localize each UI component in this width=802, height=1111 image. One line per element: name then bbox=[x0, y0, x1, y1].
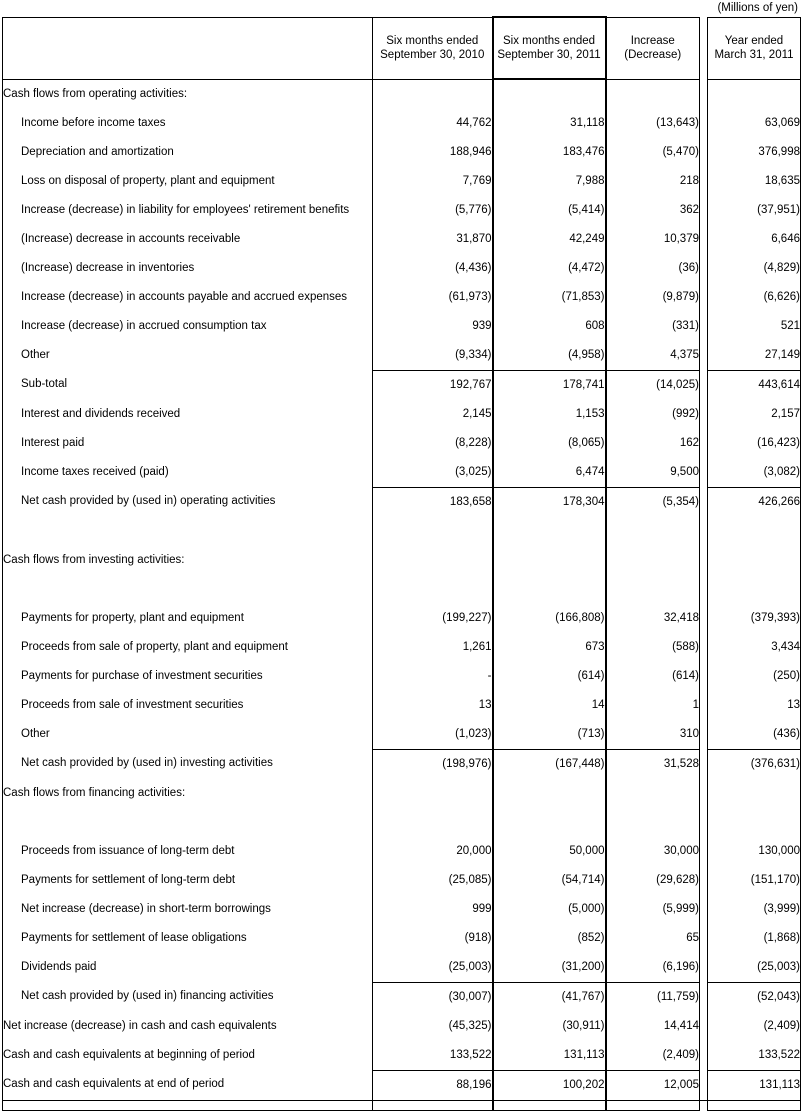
closing-rule-cell bbox=[3, 1100, 373, 1110]
column-divider bbox=[700, 283, 708, 312]
units-note: (Millions of yen) bbox=[717, 2, 798, 14]
row-value: (167,448) bbox=[493, 749, 606, 779]
column-divider bbox=[700, 1070, 708, 1100]
row-value: (3,999) bbox=[708, 895, 801, 924]
table-row bbox=[3, 167, 801, 196]
row-value bbox=[373, 779, 493, 808]
column-divider bbox=[700, 749, 708, 779]
row-value bbox=[708, 546, 801, 575]
row-value: 133,522 bbox=[708, 1041, 801, 1071]
row-label: Interest paid bbox=[3, 429, 373, 458]
row-value bbox=[708, 575, 801, 604]
row-value: 3,434 bbox=[708, 633, 801, 662]
row-value: (198,976) bbox=[373, 749, 493, 779]
row-value: (3,082) bbox=[708, 458, 801, 488]
row-value: 13 bbox=[708, 691, 801, 720]
row-value bbox=[373, 808, 493, 837]
table-row bbox=[3, 400, 801, 429]
row-value: 131,113 bbox=[493, 1041, 606, 1071]
row-value: 18,635 bbox=[708, 167, 801, 196]
column-divider bbox=[700, 953, 708, 983]
row-value: (852) bbox=[493, 924, 606, 953]
table-row bbox=[3, 982, 801, 1012]
row-value: (376,631) bbox=[708, 749, 801, 779]
row-value: 426,266 bbox=[708, 487, 801, 517]
column-divider bbox=[700, 196, 708, 225]
table-row bbox=[3, 254, 801, 283]
row-label: Increase (decrease) in accounts payable and accrued expenses bbox=[3, 283, 373, 312]
header-col-1-line2: September 30, 2011 bbox=[497, 49, 601, 61]
header-column-divider bbox=[700, 17, 708, 79]
column-divider bbox=[700, 808, 708, 837]
row-value: (4,958) bbox=[493, 341, 606, 371]
table-row bbox=[3, 720, 801, 750]
column-divider bbox=[700, 633, 708, 662]
column-divider bbox=[700, 982, 708, 1012]
column-divider bbox=[700, 866, 708, 895]
row-value bbox=[606, 517, 700, 546]
table-row bbox=[3, 633, 801, 662]
row-value: 183,476 bbox=[493, 138, 606, 167]
row-value: (1,023) bbox=[373, 720, 493, 750]
row-value: 31,118 bbox=[493, 109, 606, 138]
row-label: Net increase (decrease) in short-term borrowings bbox=[3, 895, 373, 924]
row-value bbox=[708, 517, 801, 546]
row-value: (16,423) bbox=[708, 429, 801, 458]
column-divider bbox=[700, 720, 708, 750]
row-value: (6,196) bbox=[606, 953, 700, 983]
header-row bbox=[3, 17, 801, 79]
row-value: 362 bbox=[606, 196, 700, 225]
row-value: (25,003) bbox=[708, 953, 801, 983]
row-label: Payments for property, plant and equipment bbox=[3, 604, 373, 633]
row-label: Interest and dividends received bbox=[3, 400, 373, 429]
row-value: 999 bbox=[373, 895, 493, 924]
table-row bbox=[3, 546, 801, 575]
table-row bbox=[3, 1012, 801, 1041]
header-col-0-line1: Six months ended bbox=[386, 35, 479, 47]
table-row bbox=[3, 924, 801, 953]
row-label: Dividends paid bbox=[3, 953, 373, 983]
row-value: 133,522 bbox=[373, 1041, 493, 1071]
table-row bbox=[3, 138, 801, 167]
row-label bbox=[3, 575, 373, 604]
row-value: 6,474 bbox=[493, 458, 606, 488]
row-label: Increase (decrease) in accrued consumption tax bbox=[3, 312, 373, 341]
header-col-2 bbox=[606, 17, 700, 79]
row-value: (199,227) bbox=[373, 604, 493, 633]
header-col-3 bbox=[708, 17, 801, 79]
row-value: 27,149 bbox=[708, 341, 801, 371]
table-row bbox=[3, 283, 801, 312]
closing-rule-cell bbox=[606, 1100, 700, 1110]
column-divider bbox=[700, 895, 708, 924]
row-value: (30,007) bbox=[373, 982, 493, 1012]
row-value: (918) bbox=[373, 924, 493, 953]
row-value: 131,113 bbox=[708, 1070, 801, 1100]
row-value: 13 bbox=[373, 691, 493, 720]
header-col-3-line1: Year ended bbox=[724, 35, 784, 47]
row-label: Proceeds from sale of investment securities bbox=[3, 691, 373, 720]
table-row bbox=[3, 109, 801, 138]
row-value: 130,000 bbox=[708, 837, 801, 866]
row-label: Loss on disposal of property, plant and equipment bbox=[3, 167, 373, 196]
header-col-0 bbox=[373, 17, 493, 79]
row-value: 608 bbox=[493, 312, 606, 341]
row-label: Cash and cash equivalents at end of period bbox=[3, 1070, 373, 1100]
row-value: 50,000 bbox=[493, 837, 606, 866]
table-row bbox=[3, 458, 801, 488]
row-value: (31,200) bbox=[493, 953, 606, 983]
row-value: (5,000) bbox=[493, 895, 606, 924]
row-value: (151,170) bbox=[708, 866, 801, 895]
column-divider bbox=[700, 604, 708, 633]
row-value: 31,528 bbox=[606, 749, 700, 779]
row-value bbox=[606, 779, 700, 808]
header-col-3-line2: March 31, 2011 bbox=[714, 49, 794, 61]
header-col-1-line1: Six months ended bbox=[502, 35, 596, 47]
header-col-2-line2: (Decrease) bbox=[624, 49, 682, 61]
row-label: Proceeds from sale of property, plant and equipment bbox=[3, 633, 373, 662]
table-row bbox=[3, 779, 801, 808]
row-value: (331) bbox=[606, 312, 700, 341]
row-label: (Increase) decrease in inventories bbox=[3, 254, 373, 283]
row-value bbox=[493, 517, 606, 546]
row-value bbox=[493, 779, 606, 808]
column-divider bbox=[700, 254, 708, 283]
table-row bbox=[3, 837, 801, 866]
row-value: 939 bbox=[373, 312, 493, 341]
row-value: 9,500 bbox=[606, 458, 700, 488]
row-value: 14 bbox=[493, 691, 606, 720]
column-divider bbox=[700, 487, 708, 517]
row-value: 63,069 bbox=[708, 109, 801, 138]
row-value bbox=[493, 808, 606, 837]
column-divider bbox=[700, 429, 708, 458]
row-value: (3,025) bbox=[373, 458, 493, 488]
row-value: 521 bbox=[708, 312, 801, 341]
row-value: 376,998 bbox=[708, 138, 801, 167]
column-divider bbox=[700, 167, 708, 196]
row-value bbox=[606, 575, 700, 604]
column-divider bbox=[700, 517, 708, 546]
row-value: (5,470) bbox=[606, 138, 700, 167]
row-value: (5,776) bbox=[373, 196, 493, 225]
row-label: Sub-total bbox=[3, 370, 373, 400]
row-value bbox=[606, 546, 700, 575]
column-divider bbox=[700, 312, 708, 341]
row-value: (1,868) bbox=[708, 924, 801, 953]
table-row bbox=[3, 953, 801, 983]
row-value: 100,202 bbox=[493, 1070, 606, 1100]
row-value: (588) bbox=[606, 633, 700, 662]
closing-rule-cell bbox=[700, 1100, 708, 1110]
table-row bbox=[3, 225, 801, 254]
row-value bbox=[373, 517, 493, 546]
row-label bbox=[3, 808, 373, 837]
row-value: (379,393) bbox=[708, 604, 801, 633]
row-value: (4,436) bbox=[373, 254, 493, 283]
column-divider bbox=[700, 662, 708, 691]
table-row bbox=[3, 1070, 801, 1100]
closing-rule-cell bbox=[708, 1100, 801, 1110]
cash-flow-table bbox=[2, 16, 801, 1111]
row-value: 178,304 bbox=[493, 487, 606, 517]
row-value: 20,000 bbox=[373, 837, 493, 866]
row-value: 10,379 bbox=[606, 225, 700, 254]
row-value: 7,769 bbox=[373, 167, 493, 196]
column-divider bbox=[700, 1041, 708, 1071]
header-col-0-line2: September 30, 2010 bbox=[380, 49, 485, 61]
row-value: 12,005 bbox=[606, 1070, 700, 1100]
table-body bbox=[3, 79, 801, 1110]
row-label: Other bbox=[3, 720, 373, 750]
row-label: Net cash provided by (used in) operating activities bbox=[3, 487, 373, 517]
column-divider bbox=[700, 109, 708, 138]
table-row bbox=[3, 866, 801, 895]
row-value: (614) bbox=[493, 662, 606, 691]
row-value: 162 bbox=[606, 429, 700, 458]
row-label: (Increase) decrease in accounts receivable bbox=[3, 225, 373, 254]
row-value: - bbox=[373, 662, 493, 691]
table-row bbox=[3, 79, 801, 109]
row-value bbox=[493, 575, 606, 604]
row-label: Other bbox=[3, 341, 373, 371]
row-label: Depreciation and amortization bbox=[3, 138, 373, 167]
header-col-2-line1: Increase bbox=[630, 35, 675, 47]
row-value: 7,988 bbox=[493, 167, 606, 196]
row-value: 42,249 bbox=[493, 225, 606, 254]
row-value: (45,325) bbox=[373, 1012, 493, 1041]
row-value: (4,472) bbox=[493, 254, 606, 283]
column-divider bbox=[700, 400, 708, 429]
row-value bbox=[708, 808, 801, 837]
row-value: (52,043) bbox=[708, 982, 801, 1012]
column-divider bbox=[700, 138, 708, 167]
row-value: 183,658 bbox=[373, 487, 493, 517]
column-divider bbox=[700, 225, 708, 254]
table-row bbox=[3, 604, 801, 633]
row-value: 1 bbox=[606, 691, 700, 720]
row-value: (9,334) bbox=[373, 341, 493, 371]
row-value bbox=[493, 546, 606, 575]
row-label: Proceeds from issuance of long-term debt bbox=[3, 837, 373, 866]
column-divider bbox=[700, 779, 708, 808]
row-value: (54,714) bbox=[493, 866, 606, 895]
row-value bbox=[373, 575, 493, 604]
row-label: Payments for settlement of lease obligations bbox=[3, 924, 373, 953]
table-row bbox=[3, 895, 801, 924]
row-value: (13,643) bbox=[606, 109, 700, 138]
row-value: (25,085) bbox=[373, 866, 493, 895]
row-value: (5,354) bbox=[606, 487, 700, 517]
row-label: Cash flows from operating activities: bbox=[3, 79, 373, 109]
row-value: 673 bbox=[493, 633, 606, 662]
row-value: 30,000 bbox=[606, 837, 700, 866]
row-value: 1,153 bbox=[493, 400, 606, 429]
row-value: (4,829) bbox=[708, 254, 801, 283]
row-value: (36) bbox=[606, 254, 700, 283]
row-value: (71,853) bbox=[493, 283, 606, 312]
row-value: (14,025) bbox=[606, 370, 700, 400]
row-label: Cash and cash equivalents at beginning of period bbox=[3, 1041, 373, 1071]
row-value: 88,196 bbox=[373, 1070, 493, 1100]
row-value bbox=[373, 546, 493, 575]
table-row bbox=[3, 662, 801, 691]
row-value: (37,951) bbox=[708, 196, 801, 225]
row-value: 4,375 bbox=[606, 341, 700, 371]
row-value: (713) bbox=[493, 720, 606, 750]
column-divider bbox=[700, 575, 708, 604]
row-value bbox=[606, 79, 700, 109]
row-value: 14,414 bbox=[606, 1012, 700, 1041]
header-col-1 bbox=[493, 17, 606, 79]
row-value: (166,808) bbox=[493, 604, 606, 633]
row-value: (5,999) bbox=[606, 895, 700, 924]
row-label bbox=[3, 517, 373, 546]
row-label: Net increase (decrease) in cash and cash equivalents bbox=[3, 1012, 373, 1041]
column-divider bbox=[700, 458, 708, 488]
row-value: 218 bbox=[606, 167, 700, 196]
row-value: (2,409) bbox=[708, 1012, 801, 1041]
row-value: (250) bbox=[708, 662, 801, 691]
row-value: 32,418 bbox=[606, 604, 700, 633]
row-value: (614) bbox=[606, 662, 700, 691]
row-label: Net cash provided by (used in) investing activities bbox=[3, 749, 373, 779]
column-divider bbox=[700, 924, 708, 953]
table-row bbox=[3, 749, 801, 779]
row-value: 178,741 bbox=[493, 370, 606, 400]
column-divider bbox=[700, 837, 708, 866]
table-header bbox=[3, 17, 801, 79]
header-label-column bbox=[3, 17, 373, 79]
column-divider bbox=[700, 546, 708, 575]
table-row bbox=[3, 808, 801, 837]
table-row bbox=[3, 429, 801, 458]
row-label: Income taxes received (paid) bbox=[3, 458, 373, 488]
row-value: 6,646 bbox=[708, 225, 801, 254]
row-value: (2,409) bbox=[606, 1041, 700, 1071]
column-divider bbox=[700, 1012, 708, 1041]
row-value: 44,762 bbox=[373, 109, 493, 138]
row-label: Cash flows from financing activities: bbox=[3, 779, 373, 808]
row-label: Cash flows from investing activities: bbox=[3, 546, 373, 575]
row-value: 31,870 bbox=[373, 225, 493, 254]
row-value: (6,626) bbox=[708, 283, 801, 312]
table-row bbox=[3, 575, 801, 604]
row-value: 65 bbox=[606, 924, 700, 953]
column-divider bbox=[700, 691, 708, 720]
row-value: 2,145 bbox=[373, 400, 493, 429]
row-value: 192,767 bbox=[373, 370, 493, 400]
table-row bbox=[3, 487, 801, 517]
row-label: Payments for purchase of investment securities bbox=[3, 662, 373, 691]
table-row bbox=[3, 312, 801, 341]
row-label: Increase (decrease) in liability for employees' retirement benefits bbox=[3, 196, 373, 225]
row-value bbox=[373, 79, 493, 109]
row-value: (992) bbox=[606, 400, 700, 429]
closing-rule-cell bbox=[373, 1100, 493, 1110]
row-value: 310 bbox=[606, 720, 700, 750]
column-divider bbox=[700, 79, 708, 109]
table-row bbox=[3, 691, 801, 720]
row-value: 1,261 bbox=[373, 633, 493, 662]
row-value: (61,973) bbox=[373, 283, 493, 312]
closing-rule-cell bbox=[493, 1100, 606, 1110]
row-value: (436) bbox=[708, 720, 801, 750]
table-row bbox=[3, 1041, 801, 1071]
column-divider bbox=[700, 341, 708, 371]
table-row bbox=[3, 370, 801, 400]
row-label: Income before income taxes bbox=[3, 109, 373, 138]
row-value: (25,003) bbox=[373, 953, 493, 983]
row-value bbox=[606, 808, 700, 837]
row-value: (5,414) bbox=[493, 196, 606, 225]
row-value: (9,879) bbox=[606, 283, 700, 312]
table-row bbox=[3, 517, 801, 546]
row-value: (41,767) bbox=[493, 982, 606, 1012]
row-value bbox=[708, 79, 801, 109]
closing-double-rule-row bbox=[3, 1100, 801, 1110]
row-value: 2,157 bbox=[708, 400, 801, 429]
row-value bbox=[708, 779, 801, 808]
row-label: Net cash provided by (used in) financing activities bbox=[3, 982, 373, 1012]
table-row bbox=[3, 196, 801, 225]
row-value: (29,628) bbox=[606, 866, 700, 895]
column-divider bbox=[700, 370, 708, 400]
row-value: (8,065) bbox=[493, 429, 606, 458]
row-value: 188,946 bbox=[373, 138, 493, 167]
row-value: (8,228) bbox=[373, 429, 493, 458]
row-value bbox=[493, 79, 606, 109]
table-row bbox=[3, 341, 801, 371]
row-label: Payments for settlement of long-term debt bbox=[3, 866, 373, 895]
row-value: (11,759) bbox=[606, 982, 700, 1012]
row-value: 443,614 bbox=[708, 370, 801, 400]
row-value: (30,911) bbox=[493, 1012, 606, 1041]
